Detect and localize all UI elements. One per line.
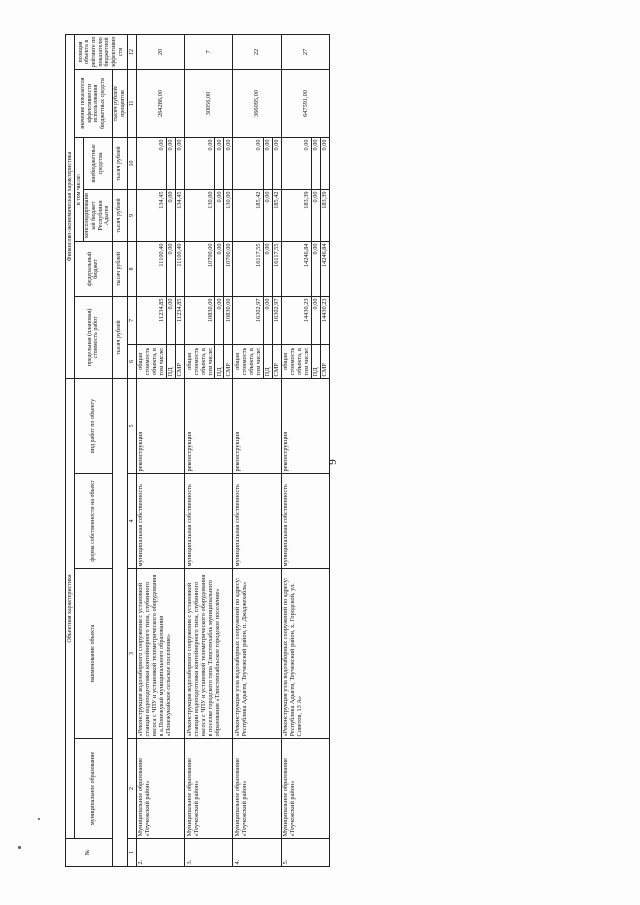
efficiency-value: 264286,00: [136, 69, 184, 137]
consolidated-value: 185,42: [233, 189, 263, 241]
col-number: 1: [128, 839, 137, 867]
col-federal-header: федеральный бюджет: [75, 241, 113, 296]
federal-value: 11100,40: [136, 241, 166, 296]
offbudget-value: 0,00: [136, 137, 166, 189]
cost-label: общая стоимость объекта, в том числе:: [136, 344, 166, 378]
consolidated-value: 0,00: [311, 189, 320, 241]
col-number: 10: [128, 137, 137, 189]
rating-position: 22: [233, 34, 281, 69]
federal-value: 0,00: [311, 241, 320, 296]
table-body: [66, 34, 330, 866]
offbudget-value: 0,00: [281, 137, 311, 189]
municipal-cell: Муниципальное образование «Теучежский район»: [233, 739, 281, 839]
col-worktype-header: вид работ по объекту: [75, 378, 113, 473]
cost-label: ПД: [166, 344, 175, 378]
header-row: [75, 34, 84, 866]
unit-efficiency: тысяч рублей/ процентов: [112, 69, 127, 137]
col-name-header: наименование объекта: [75, 569, 113, 739]
col-efficiency-header: значение показателя эффективности использования бюджетных средств: [75, 69, 113, 137]
object-name-cell: «Реконструкция водозаборного сооружения с установкой станции водоподготовки контейнерного типа, глубинного насоса с ЧПУ и установкой телеметрического оборудования в а.Понежукай муниципального образования «Понежукайское сельское поселение»: [136, 569, 184, 739]
municipal-cell: Муниципальное образование «Теучежский район»: [136, 739, 184, 839]
object-name-cell: «Реконструкция водозаборного сооружения с установкой станции водоподготовки контейнерного типа, глубинного насоса с ЧПУ и установкой телеметрического оборудования в поселке городского типа Тлюстенхабль муниципального образования «Тлюстенхабльское городское поселение»: [185, 569, 233, 739]
efficiency-value: 366095,00: [233, 69, 281, 137]
offbudget-value: 0,00: [215, 137, 224, 189]
ownership-cell: муниципальная собственность: [185, 474, 233, 569]
cost-value: 16302,97: [272, 296, 281, 344]
cost-value: 11234,85: [175, 296, 184, 344]
cost-value: 0,00: [166, 296, 175, 344]
rating-position: 20: [136, 34, 184, 69]
cost-label: СМР: [272, 344, 281, 378]
consolidated-value: 183,39: [320, 189, 329, 241]
units-spacer: [112, 378, 127, 866]
cost-label: СМР: [320, 344, 329, 378]
col-no-header: №: [66, 839, 113, 867]
col-number: 6: [128, 344, 137, 378]
fin-char-header: Финансово-экономическая характеристика: [66, 34, 75, 378]
cost-value: 0,00: [215, 296, 224, 344]
col-position-header: позиция объекта в рейтинге по показателю бюджетной эффективности: [75, 34, 128, 69]
cost-value: 14430,23: [320, 296, 329, 344]
unit-cost: тысяч рублей: [112, 296, 127, 378]
row-number: 2.: [136, 839, 184, 867]
consolidated-value: 183,39: [281, 189, 311, 241]
worktype-cell: реконструкция: [185, 378, 233, 473]
row-number: 4.: [233, 839, 281, 867]
table-row: [281, 34, 311, 866]
rating-position: 27: [281, 34, 329, 69]
offbudget-value: 0,00: [263, 137, 272, 189]
consolidated-value: 134,45: [136, 189, 166, 241]
consolidated-value: 0,00: [263, 189, 272, 241]
col-municipal-header: муниципальное образование: [75, 739, 113, 839]
header-row: [66, 34, 75, 866]
federal-value: 11100,40: [175, 241, 184, 296]
offbudget-value: 0,00: [233, 137, 263, 189]
consolidated-value: 130,00: [185, 189, 215, 241]
worktype-cell: реконструкция: [233, 378, 281, 473]
federal-value: 16117,55: [233, 241, 263, 296]
object-name-cell: «Реконструкция узла водозаборных сооружений по адресу: Республика Адыгея, Теучежский район, х. Городской, ул. Советов, 13 А»: [281, 569, 329, 739]
table-row: [233, 34, 263, 866]
col-number: 7: [128, 296, 137, 344]
rotated-table-frame: [65, 35, 329, 867]
worktype-cell: реконструкция: [281, 378, 329, 473]
units-row: [112, 34, 127, 866]
col-number: 3: [128, 569, 137, 739]
col-number: 8: [128, 241, 137, 296]
federal-value: 10700,00: [185, 241, 215, 296]
col-number: 12: [128, 34, 137, 69]
object-name-cell: «Реконструкция узла водозаборных сооружений по адресу: Республика Адыгея, Теучежский район, п. Джаджехабль»: [233, 569, 281, 739]
federal-value: 0,00: [166, 241, 175, 296]
offbudget-value: 0,00: [224, 137, 233, 189]
cost-label: ПД: [215, 344, 224, 378]
federal-value: 14246,84: [320, 241, 329, 296]
cost-label: ПД: [263, 344, 272, 378]
cost-label: СМР: [224, 344, 233, 378]
page-number: 9: [327, 459, 339, 465]
cost-value: 11234,85: [136, 296, 166, 344]
column-number-row: [128, 34, 137, 866]
federal-value: 16117,55: [272, 241, 281, 296]
federal-value: 0,00: [263, 241, 272, 296]
cost-value: 16302,97: [233, 296, 263, 344]
consolidated-value: 0,00: [166, 189, 175, 241]
offbudget-value: 0,00: [320, 137, 329, 189]
municipal-cell: Муниципальное образование «Теучежский район»: [185, 739, 233, 839]
table-row: [136, 34, 166, 866]
cost-label: СМР: [175, 344, 184, 378]
col-number: 11: [128, 69, 137, 137]
consolidated-value: 0,00: [215, 189, 224, 241]
col-number: 9: [128, 189, 137, 241]
consolidated-value: 130,00: [224, 189, 233, 241]
cost-label: общая стоимость объекта, в том числе:: [281, 344, 311, 378]
consolidated-value: 185,42: [272, 189, 281, 241]
col-number: 2: [128, 739, 137, 839]
federal-value: 10700,00: [224, 241, 233, 296]
offbudget-value: 0,00: [166, 137, 175, 189]
cost-label: ПД: [311, 344, 320, 378]
cost-value: 0,00: [263, 296, 272, 344]
unit-consolidated: тысяч рублей: [112, 189, 127, 241]
col-number: 4: [128, 474, 137, 569]
efficiency-value: 647591,00: [281, 69, 329, 137]
offbudget-value: 0,00: [311, 137, 320, 189]
cost-value: 10830,00: [224, 296, 233, 344]
row-number: 3.: [185, 839, 233, 867]
ownership-cell: муниципальная собственность: [136, 474, 184, 569]
col-offbudget-header: внебюджетные средства: [83, 137, 112, 189]
municipal-cell: Муниципальное образование «Теучежский район»: [281, 739, 329, 839]
col-ownership-header: форма собственности на объект: [75, 474, 113, 569]
scan-speck: [38, 818, 40, 820]
ownership-cell: муниципальная собственность: [233, 474, 281, 569]
unit-federal: тысяч рублей: [112, 241, 127, 296]
cost-label: общая стоимость объекта, в том числе:: [233, 344, 263, 378]
col-consolidated-header: консолидированный бюджет Республики Адыгея: [83, 189, 112, 241]
cost-value: 14430,23: [281, 296, 311, 344]
cost-value: 10830,00: [185, 296, 215, 344]
unit-offbudget: тысяч рублей: [112, 137, 127, 189]
cost-label: общая стоимость объекта, в том числе:: [185, 344, 215, 378]
worktype-cell: реконструкция: [136, 378, 184, 473]
efficiency-value: 30056,00: [185, 69, 233, 137]
scan-speck: [18, 846, 21, 849]
table-row: [185, 34, 215, 866]
federal-value: 0,00: [215, 241, 224, 296]
object-char-header: Объектная характеристика: [66, 378, 75, 838]
col-number: 5: [128, 378, 137, 473]
rating-position: 7: [185, 34, 233, 69]
ownership-cell: муниципальная собственность: [281, 474, 329, 569]
offbudget-value: 0,00: [175, 137, 184, 189]
offbudget-value: 0,00: [185, 137, 215, 189]
cost-value: 0,00: [311, 296, 320, 344]
offbudget-value: 0,00: [272, 137, 281, 189]
object-table: [65, 34, 330, 867]
in-that-number-header: в том числе:: [75, 137, 84, 241]
federal-value: 14246,84: [281, 241, 311, 296]
row-number: 5.: [281, 839, 329, 867]
consolidated-value: 134,45: [175, 189, 184, 241]
col-cost-header: предельная (плановая) стоимость работ: [75, 296, 113, 378]
